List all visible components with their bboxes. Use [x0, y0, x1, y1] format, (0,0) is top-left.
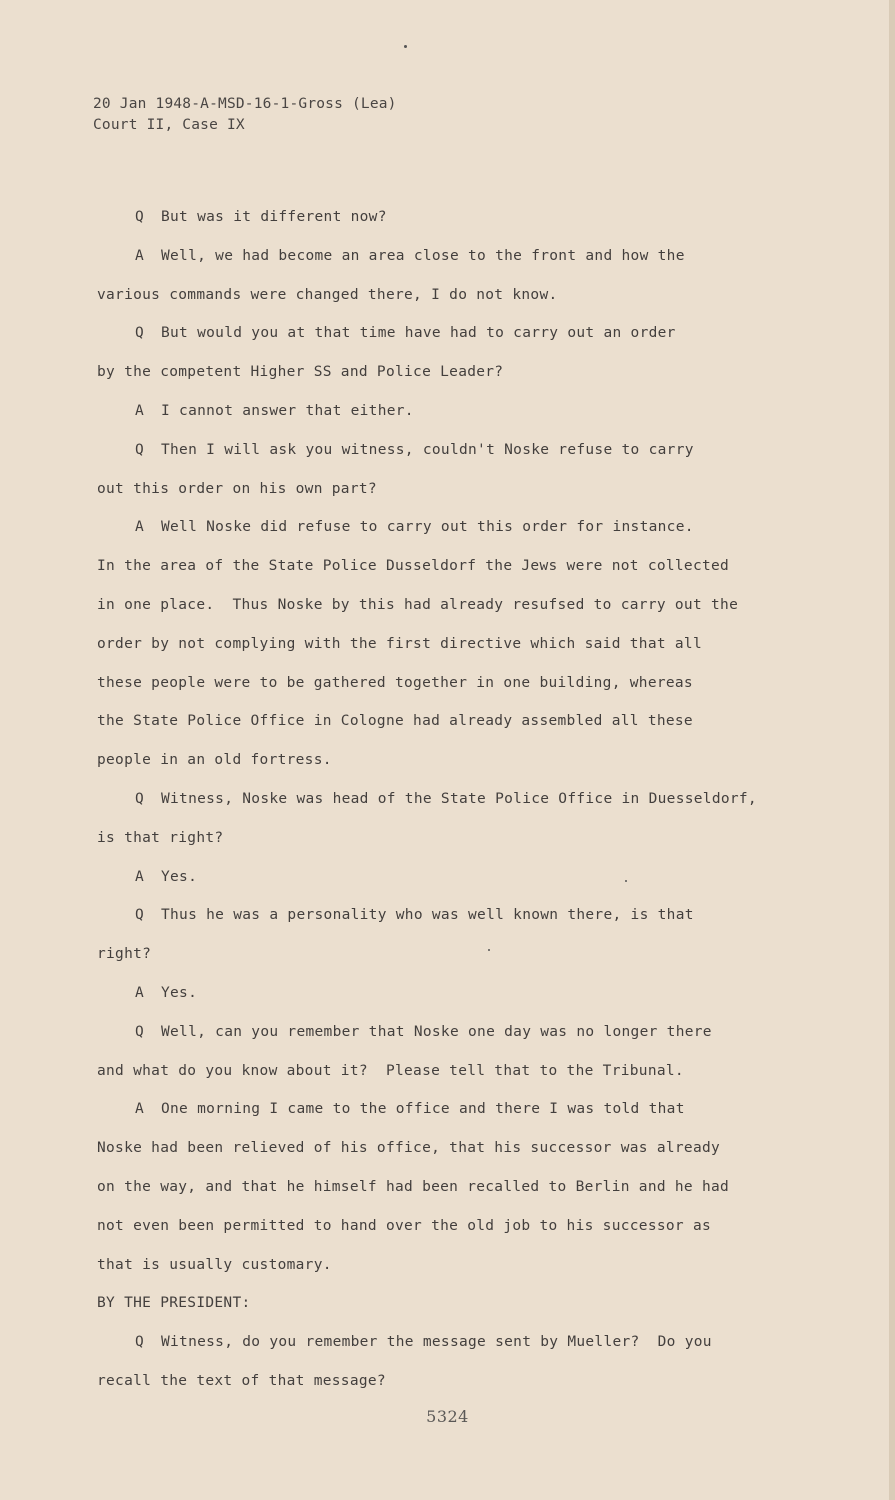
transcript-line: [97, 864, 797, 903]
line-text: in one place. Thus Noske by this had already resufsed to carry out the: [97, 596, 739, 613]
line-text: Well, we had become an area close to the front and how the: [161, 247, 685, 264]
transcript-line: [97, 359, 797, 398]
line-text: Yes.: [161, 984, 198, 1001]
line-text: Witness, do you remember the message sent by Mueller? Do you: [161, 1334, 712, 1351]
line-text: on the way, and that he himself had been recalled to Berlin and he had: [97, 1178, 730, 1195]
speaker-marker: A: [135, 984, 145, 1001]
line-text: I cannot answer that either.: [161, 402, 414, 419]
transcript-line: [97, 786, 797, 825]
transcript-line: [97, 204, 797, 243]
transcript-line: [97, 437, 797, 476]
line-text: and what do you know about it? Please tell that to the Tribunal.: [97, 1062, 684, 1079]
speaker-marker: A: [135, 519, 145, 536]
line-text: people in an old fortress.: [97, 752, 332, 769]
transcript-line: [97, 902, 797, 941]
line-text: right?: [97, 946, 152, 963]
line-text: recall the text of that message?: [97, 1372, 386, 1389]
transcript-line: [97, 1290, 797, 1329]
speaker-marker: Q: [135, 441, 145, 458]
transcript-line: [97, 747, 797, 786]
speaker-marker: A: [135, 1101, 145, 1118]
transcript-line: [97, 941, 797, 980]
speaker-marker: A: [135, 402, 145, 419]
header-line-date-reference: 20 Jan 1948-A-MSD-16-1-Gross (Lea): [93, 96, 397, 112]
header-line-court-case: Court II, Case IX: [93, 117, 245, 133]
transcript-line: [97, 825, 797, 864]
line-text: Noske had been relieved of his office, that his successor was already: [97, 1140, 721, 1157]
speaker-marker: Q: [135, 1023, 145, 1040]
transcript-line: [97, 1213, 797, 1252]
transcript-line: [97, 1329, 797, 1368]
line-text: by the competent Higher SS and Police Leader?: [97, 364, 504, 381]
line-text: order by not complying with the first directive which said that all: [97, 635, 702, 652]
speaker-marker: Q: [135, 325, 145, 342]
line-text: One morning I came to the office and there I was told that: [161, 1101, 685, 1118]
transcript-line: [97, 980, 797, 1019]
document-header: [93, 94, 397, 136]
transcript-line: [97, 282, 797, 321]
line-text: these people were to be gathered together in one building, whereas: [97, 674, 693, 691]
line-text: Well Noske did refuse to carry out this order for instance.: [161, 519, 694, 536]
speaker-marker: Q: [135, 907, 145, 924]
transcript-line: [97, 514, 797, 553]
line-text: not even been permitted to hand over the old job to his successor as: [97, 1217, 712, 1234]
page-edge: [889, 0, 895, 1500]
transcript-line: [97, 670, 797, 709]
transcript-line: [97, 398, 797, 437]
ink-speck: [404, 45, 407, 48]
line-text: out this order on his own part?: [97, 480, 377, 497]
transcript-line: [97, 243, 797, 282]
transcript-line: [97, 1019, 797, 1058]
line-text: Yes.: [161, 868, 198, 885]
line-text: that is usually customary.: [97, 1256, 332, 1273]
line-text: But was it different now?: [161, 209, 387, 225]
transcript-line: [97, 1252, 797, 1291]
line-text: Well, can you remember that Noske one day was no longer there: [161, 1023, 712, 1040]
transcript-line: [97, 553, 797, 592]
transcript-line: [97, 1174, 797, 1213]
line-text: is that right?: [97, 829, 224, 846]
line-text: various commands were changed there, I do not know.: [97, 286, 558, 303]
transcript-line: [97, 631, 797, 670]
transcript-body: [97, 204, 797, 1407]
line-text: But would you at that time have had to carry out an order: [161, 325, 676, 342]
transcript-line: [97, 1135, 797, 1174]
line-text: Thus he was a personality who was well known there, is that: [161, 907, 694, 924]
transcript-line: [97, 320, 797, 359]
speaker-marker: Q: [135, 209, 145, 225]
line-text: Witness, Noske was head of the State Police Office in Duesseldorf,: [161, 790, 757, 807]
transcript-line: [97, 476, 797, 515]
speaker-marker: A: [135, 247, 145, 264]
line-text: BY THE PRESIDENT:: [97, 1295, 251, 1312]
speaker-marker: A: [135, 868, 145, 885]
speaker-marker: Q: [135, 790, 145, 807]
page-number: 5324: [426, 1407, 469, 1426]
transcript-line: [97, 1368, 797, 1407]
transcript-line: [97, 708, 797, 747]
line-text: In the area of the State Police Dusseldorf the Jews were not collected: [97, 558, 730, 575]
transcript-line: [97, 1096, 797, 1135]
transcript-line: [97, 1058, 797, 1097]
transcript-line: [97, 592, 797, 631]
line-text: the State Police Office in Cologne had already assembled all these: [97, 713, 693, 730]
line-text: Then I will ask you witness, couldn't Noske refuse to carry: [161, 441, 694, 458]
speaker-marker: Q: [135, 1334, 145, 1351]
